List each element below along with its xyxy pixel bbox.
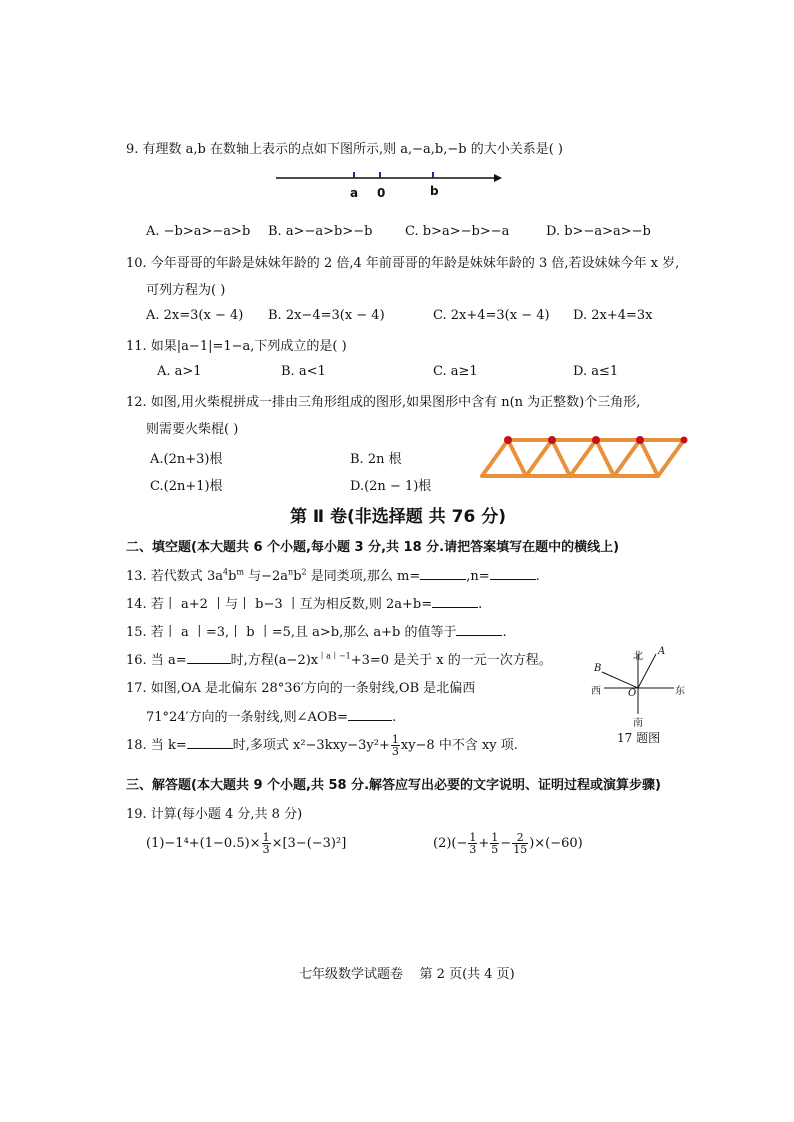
q11-option-b: B. a<1	[281, 364, 326, 379]
q12-stem: 12. 如图,用火柴棍拼成一排由三角形组成的图形,如果图形中含有 n(n 为正整数)个三角形,	[126, 395, 641, 410]
q12-option-a: A.(2n+3)根	[150, 452, 223, 467]
q18-line: 18. 当 k= 时,多项式 x²−3kxy−3y²+ $\frac{1}{3}$ xy−8 中不含 xy 项.	[126, 733, 518, 758]
axis-label-b: b	[430, 184, 439, 198]
q17-figure-caption: 17 题图	[617, 731, 661, 745]
number-line-figure	[272, 166, 504, 202]
section2-fill-head: 二、填空题(本大题共 6 个小题,每小题 3 分,共 18 分.请把答案填写在题中的横线上)	[126, 540, 620, 555]
q10-option-a: A. 2x=3(x − 4)	[146, 308, 244, 323]
q10-stem2: 可列方程为( )	[146, 283, 226, 298]
compass-point-a-label: A	[658, 646, 666, 657]
q10-option-c: C. 2x+4=3(x − 4)	[433, 308, 550, 323]
q13-line: 13. 若代数式 $3a^4b^m$ 与$-2a^nb^2$ 是同类项,那么 m= ,n= .	[126, 567, 540, 584]
q10-option-d: D. 2x+4=3x	[573, 308, 653, 323]
section3-head: 三、解答题(本大题共 9 个小题,共 58 分.解答应写出必要的文字说明、证明过程或演算步骤)	[126, 778, 662, 793]
q11-option-c: C. a≥1	[433, 364, 478, 379]
q9-stem: 9. 有理数 a,b 在数轴上表示的点如下图所示,则 a,−a,b,−b 的大小关系是( )	[126, 142, 564, 157]
q17-line2: 71°24′方向的一条射线,则∠AOB= .	[146, 710, 397, 725]
q11-stem: 11. 如果|a−1|=1−a,下列成立的是( )	[126, 339, 347, 354]
compass-origin-label: O	[628, 688, 637, 699]
q16-line: 16. 当 a= 时,方程$(a-2)x^{丨a丨-1}+3=0$ 是关于 x 的一元一次方程。	[126, 651, 552, 668]
q12-option-d: D.(2n − 1)根	[350, 479, 432, 494]
q15-line: 15. 若丨 a 丨=3,丨 b 丨=5,且 a>b,那么 a+b 的值等于 .	[126, 625, 507, 640]
q18-fraction: $\frac{1}{3}$	[391, 733, 399, 758]
compass-point-b-label: B	[594, 663, 602, 674]
compass-north-label: 北	[633, 651, 643, 662]
compass-east-label: 东	[675, 686, 685, 697]
q12-stem2: 则需要火柴棍( )	[146, 422, 239, 437]
q14-line: 14. 若丨 a+2 丨与丨 b−3 丨互为相反数,则 2a+b= .	[126, 597, 483, 612]
q19-stem: 19. 计算(每小题 4 分,共 8 分)	[126, 807, 303, 822]
q10-option-b: B. 2x−4=3(x − 4)	[268, 308, 385, 323]
q17-line1: 17. 如图,OA 是北偏东 28°36′方向的一条射线,OB 是北偏西	[126, 681, 476, 696]
q11-option-d: D. a≤1	[573, 364, 619, 379]
q19-part2: (2)(− $\frac{1}{3}$ + $\frac{1}{5}$ − $\frac{2}{15}$ )×(−60)	[433, 831, 583, 856]
compass-south-label: 南	[633, 718, 643, 729]
ray-ob	[602, 672, 638, 688]
q19-part1: (1)−1⁴+(1−0.5)× $\frac{1}{3}$ ×[3−(−3)²]	[146, 831, 347, 856]
section2-title: 第 Ⅱ 卷(非选择题 共 76 分)	[290, 507, 506, 527]
q9-option-d: D. b>−a>a>−b	[546, 224, 651, 239]
q15-blank[interactable]	[456, 623, 502, 636]
q16-blank[interactable]	[187, 651, 231, 664]
q13-blank-m[interactable]	[420, 567, 466, 580]
q11-option-a: A. a>1	[157, 364, 202, 379]
matchstick-triangles-figure	[478, 432, 694, 482]
q9-option-c: C. b>a>−b>−a	[405, 224, 510, 239]
q12-option-c: C.(2n+1)根	[150, 479, 223, 494]
q17-blank[interactable]	[348, 708, 392, 721]
q9-option-a: A. −b>a>−a>b	[146, 224, 251, 239]
compass-west-label: 西	[591, 686, 601, 697]
q13-blank-n[interactable]	[490, 567, 536, 580]
axis-label-zero: 0	[377, 186, 386, 200]
q14-blank[interactable]	[432, 595, 478, 608]
q12-option-b: B. 2n 根	[350, 452, 402, 467]
q9-option-b: B. a>−a>b>−b	[268, 224, 373, 239]
axis-label-a: a	[350, 186, 359, 200]
page-footer: 七年级数学试题卷 第 2 页(共 4 页)	[299, 967, 515, 982]
q18-blank[interactable]	[187, 736, 233, 749]
number-line-arrow	[494, 174, 502, 182]
q10-stem: 10. 今年哥哥的年龄是妹妹年龄的 2 倍,4 年前哥哥的年龄是妹妹年龄的 3 倍,若设妹妹今年 x 岁,	[126, 256, 680, 271]
